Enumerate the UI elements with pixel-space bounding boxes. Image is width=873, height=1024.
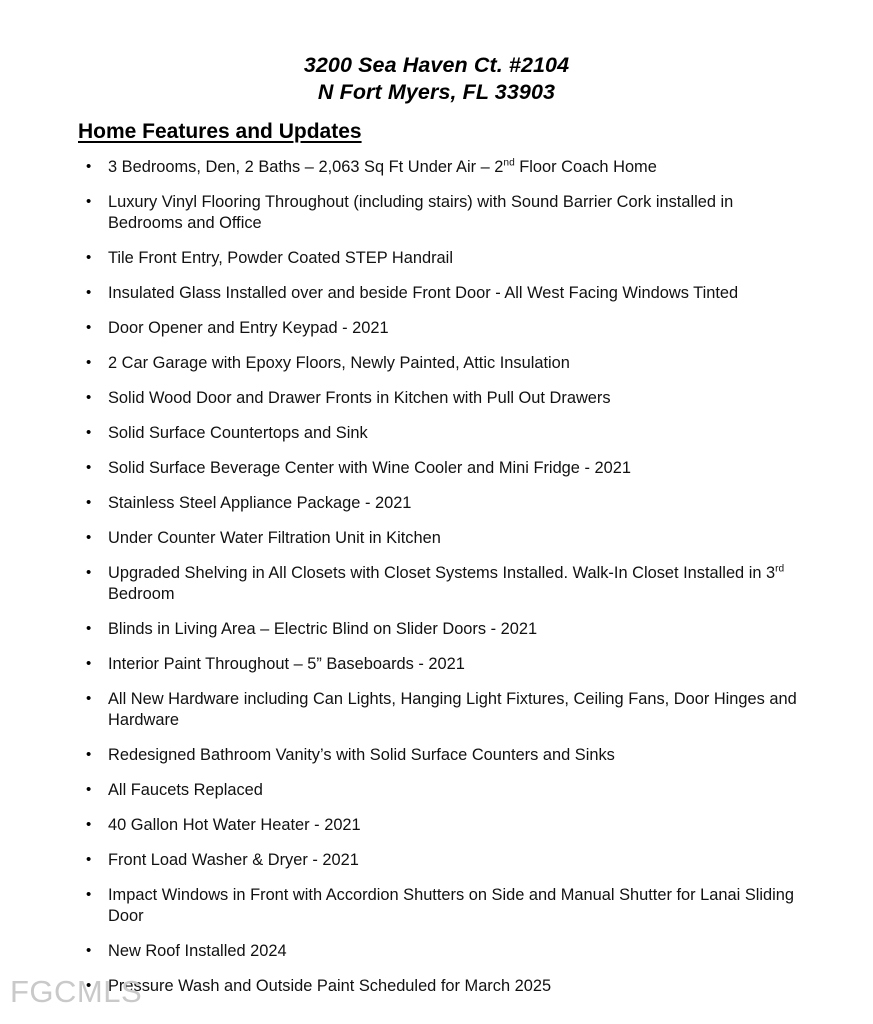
feature-text: Tile Front Entry, Powder Coated STEP Handrail <box>108 249 453 267</box>
ordinal-suffix: rd <box>775 563 785 575</box>
feature-text: Upgraded Shelving in All Closets with Closet Systems Installed. Walk-In Closet Installed in 3 <box>108 564 776 582</box>
list-item <box>86 493 798 514</box>
property-title-block <box>0 0 873 106</box>
list-item <box>86 563 798 605</box>
list-item <box>86 941 798 962</box>
feature-text: Door Opener and Entry Keypad - 2021 <box>108 319 389 337</box>
list-item <box>86 318 798 339</box>
list-item <box>86 976 798 997</box>
feature-text: Luxury Vinyl Flooring Throughout (including stairs) with Sound Barrier Cork installed in Bedrooms and Office <box>108 193 734 232</box>
feature-text: Under Counter Water Filtration Unit in Kitchen <box>108 529 441 547</box>
feature-text: Pressure Wash and Outside Paint Scheduled for March 2025 <box>108 977 552 995</box>
property-address-line-1: 3200 Sea Haven Ct. #2104 <box>303 53 570 77</box>
list-item <box>86 815 798 836</box>
list-item <box>86 353 798 374</box>
list-item <box>86 528 798 549</box>
feature-text: Insulated Glass Installed over and beside Front Door - All West Facing Windows Tinted <box>108 284 739 302</box>
feature-text: All New Hardware including Can Lights, Hanging Light Fixtures, Ceiling Fans, Door Hinges and Hardware <box>108 690 797 729</box>
feature-text: All Faucets Replaced <box>108 781 263 799</box>
feature-text-suffix: Floor Coach Home <box>514 158 657 176</box>
list-item <box>86 157 798 178</box>
list-item <box>86 423 798 444</box>
feature-text: Solid Wood Door and Drawer Fronts in Kitchen with Pull Out Drawers <box>108 389 611 407</box>
feature-text: Interior Paint Throughout – 5” Baseboards - 2021 <box>108 655 465 673</box>
list-item <box>86 689 798 731</box>
feature-text: Impact Windows in Front with Accordion Shutters on Side and Manual Shutter for Lanai Sliding Door <box>108 886 795 925</box>
list-item <box>86 885 798 927</box>
list-item <box>86 192 798 234</box>
list-item <box>86 248 798 269</box>
fgcmls-watermark: FGCMLS <box>10 974 143 1009</box>
feature-text: Solid Surface Beverage Center with Wine Cooler and Mini Fridge - 2021 <box>108 459 631 477</box>
feature-text: Stainless Steel Appliance Package - 2021 <box>108 494 412 512</box>
property-address-line-2: N Fort Myers, FL 33903 <box>317 80 556 104</box>
feature-text-suffix: Bedroom <box>108 585 175 603</box>
page-title: Home Features and Updates <box>78 120 362 143</box>
feature-text: Blinds in Living Area – Electric Blind on Slider Doors - 2021 <box>108 620 538 638</box>
feature-text: 40 Gallon Hot Water Heater - 2021 <box>108 816 361 834</box>
feature-text: Solid Surface Countertops and Sink <box>108 424 368 442</box>
feature-text: Redesigned Bathroom Vanity’s with Solid Surface Counters and Sinks <box>108 746 615 764</box>
list-item <box>86 619 798 640</box>
feature-text: 3 Bedrooms, Den, 2 Baths – 2,063 Sq Ft Under Air – 2 <box>108 158 504 176</box>
list-item <box>86 458 798 479</box>
list-item <box>86 654 798 675</box>
list-item <box>86 388 798 409</box>
list-item <box>86 850 798 871</box>
list-item <box>86 283 798 304</box>
feature-text: 2 Car Garage with Epoxy Floors, Newly Painted, Attic Insulation <box>108 354 570 372</box>
list-item <box>86 780 798 801</box>
feature-text: Front Load Washer & Dryer - 2021 <box>108 851 359 869</box>
feature-list <box>86 157 798 997</box>
ordinal-suffix: nd <box>503 157 515 169</box>
list-item <box>86 745 798 766</box>
feature-text: New Roof Installed 2024 <box>108 942 287 960</box>
